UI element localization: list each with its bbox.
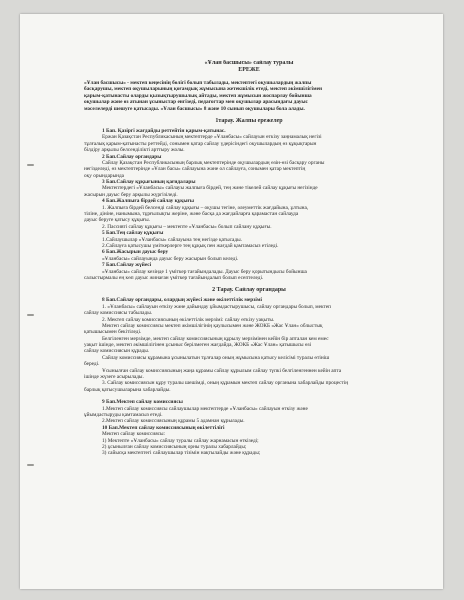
body-line: 1. Жалпыға бірдей белсенді сайлау құқығы – оқушы тегіне, әлеуметтік жағдайына, ұлтына, (102, 204, 309, 211)
intro-line: «Ұлан басшысы» - мектеп кеңесінің бөлігі болып табылады, мектептегі оқушылардың жалпы (84, 80, 312, 86)
body-line: қатышысымен бекітіледі. (84, 329, 142, 336)
body-line: сайлау комиссиясы табылады. (84, 310, 153, 317)
document-page (20, 14, 443, 589)
body-line: жасырын дауыс беру арқылы жүргізіледі. (84, 191, 178, 198)
body-line: сайлау комиссиясын құрады. (84, 348, 150, 355)
intro-line: мәселелерді шешуге қатысады. «Ұлан басшысы» 8 және 10 сынып оқушылары бола алады. (84, 105, 305, 112)
body-line: 2) ұсынылған сайлау комиссиясының орны туралы хабарлайды; (102, 443, 247, 450)
document-content (84, 60, 414, 457)
article-heading: 5 Бап.Тең сайлау құқығы (102, 230, 164, 237)
intro-paragraph (84, 80, 414, 112)
body-line: салыстырмалы ең көп дауыс жинаған үміткер тағайындалып болып есептеледі. (84, 274, 264, 281)
body-line: дауыс беруге қатысу құқығы. (84, 217, 150, 224)
section-3-body (84, 399, 414, 457)
body-line: Ұсынылған сайлау комиссиясының жаңа құрамы сайлау құрылым сайлау түпкі белгіленгеннен кейін апта (102, 367, 342, 374)
article-heading: 10 Бап.Мектеп сайлау комиссиясының өкілеттілігі (102, 424, 225, 431)
article-heading: 8 Бап.Сайлау органдары, олардың жүйесі және өкілеттілік мерзімі (102, 297, 262, 304)
article-heading: 3 Бап.Сайлау құқығының қағидалары (102, 179, 196, 186)
section-2-body (84, 297, 414, 393)
body-line: 1. «Ұланбасы» сайлауын өткізу және дайындау ұйымдастырушысы, сайлау органдары болып, мектеп (102, 303, 332, 310)
body-line: Ержан Қазақстан Республикасының мектептерде «Ұланбасы» сайлауын өткізу заңнамалық негізі (102, 134, 322, 141)
document-title: «Ұлан басшысы» сайлау туралы (204, 60, 294, 66)
body-line: ұйымдастыруды қамтамасыз етеді. (84, 411, 163, 418)
body-line: «Ұланбасы» сайлауында дауыс беру жасырын болып келеді. (102, 255, 239, 262)
binding-mark (27, 164, 34, 166)
document-subtitle: ЕРЕЖЕ (238, 67, 260, 73)
intro-line: қарым-қатынасты оларды қызықтырушылық айтады, мектеп жұмысын жоспарлау бойынша (84, 92, 312, 99)
article-heading: 1 Бап. Қазіргі жағдайды реттейтін қарым-қатынас. (102, 127, 226, 134)
section-2-heading: 2 Тарау. Сайлау органдары (212, 287, 286, 294)
article-heading: 4 Бап.Жалпыға бірдей сайлау құқығы (102, 198, 195, 205)
body-line: береді. (84, 361, 100, 368)
article-heading: 9 Бап.Мектеп сайлау комиссиясы (102, 399, 183, 406)
intro-line: басқарушы, мектеп оқушыларының қоғамдық жұмысына жетекшілік етеді, мектеп әкімшілігімен (84, 86, 323, 93)
body-line: 2. Пассивті сайлау құқығы – мектепте «Ұланбасы» болып сайлану құқығы. (102, 223, 272, 230)
body-line: Сайлау Қазақстан Республикасының барлық мектептерінде оқушылардың өзін-өзі басқару органы (102, 159, 325, 166)
body-line: 1.Сайлаушылар «Ұланбасы» сайлауына тең негізде қатысады. (102, 236, 242, 243)
body-line: негізделеді, өз мектептерінде «Ұлан басы» сайлауына және ол сайлауға, сонымен қатар мектептің (84, 166, 306, 173)
body-line: білдіру арқылы белсенділікті арттыру жолы. (84, 147, 185, 154)
body-line: Мектеп сайлау комиссиясы мектеп әкімшілігінің қаулысымен және ЖОКБ «Жас Ұлан» облыстық (102, 322, 323, 329)
body-line: 3. Сайлау комиссиясын құру туралы шешімді, оның құрамын мектеп сайлау органына хабарлайды процестің (102, 380, 349, 387)
body-line: Мектептердегі «Ұланбасы» сайлауы жалпыға бірдей, тең және тікелей сайлау құқығы негізінде (102, 185, 318, 192)
body-line: 3) сайысқа мектептегі сайлаушылар тізімін нақтылайды және құрады; (102, 450, 261, 457)
body-line: «Ұланбасы» сайлау кезінде 1 үміткер тағайындалады. Дауыс беру қорытындысы бойынша (102, 268, 307, 275)
article-heading: 6 Бап.Жасырын дауыс беру (102, 249, 169, 256)
body-line: 2.Мектеп сайлау комиссиясының құрамы 5 адамнан құрылады. (102, 418, 245, 425)
body-line: 2. Мектеп сайлау комиссиясының өкілеттілік мерзімі: сайлау өткізу уақыты. (102, 316, 275, 323)
intro-line: оқушылар және өз атынан ұсыныстар енгізеді, педагогтар мен оқушылар арасындағы дауыс (84, 99, 308, 106)
body-line: 1.Мектеп сайлау комиссиясы сайлаушылар мектептерде «Ұланбасы» сайлауын өткізу және (102, 405, 308, 412)
binding-mark (27, 314, 34, 316)
section-1-body (84, 128, 414, 281)
body-line: уақыт ішінде, мектеп әкімшілігінен ұсыныс берілмеген жағдайда, ЖОКБ «Жас Ұлан» қатышысы өзі (84, 342, 312, 349)
article-heading: 7 Бап.Сайлау жүйесі (102, 262, 152, 269)
body-line: Белгіленген мерзімде, мектеп сайлау комиссиясының құрылу мерзімінен кейін бір апталан кем емес (102, 335, 329, 342)
binding-mark (27, 464, 34, 466)
body-line: Мектеп сайлау комиссиясы: (102, 431, 166, 438)
body-line: тұлғалық қарым-қатынасты реттейді, сонымен қатар сайлау үдерісіндегі оқушылардың өз құқықтарын (84, 140, 317, 147)
body-line: 1) Мектепте «Ұланбасы» сайлау туралы сайлау жарнамасын өткізеді; (102, 437, 259, 444)
body-line: барлық қатысушыларына хабарлайды. (84, 386, 171, 393)
body-line: Сайлау комиссиясы құрамына ұсынылатын тұлғалар оның жұмысына қатысу келісімі туралы өтініш (102, 354, 330, 361)
section-1-heading: 1тарау. Жалпы ережелер (215, 117, 283, 124)
body-line: 2.Сайлауға қатысушы үміткерлерге тең құқық пен жағдай қамтамасыз етіледі. (102, 242, 279, 249)
body-line: тіліне, дініне, нанымына, тұрғылықты жеріне, және басқа да жағдайларға қарамастан сайлауда (84, 211, 299, 218)
body-line: оқу орындарында (84, 172, 125, 179)
body-line: ішінде жүзеге асырылады. (84, 374, 144, 381)
article-heading: 2 Бап.Сайлау органдары (102, 153, 162, 160)
